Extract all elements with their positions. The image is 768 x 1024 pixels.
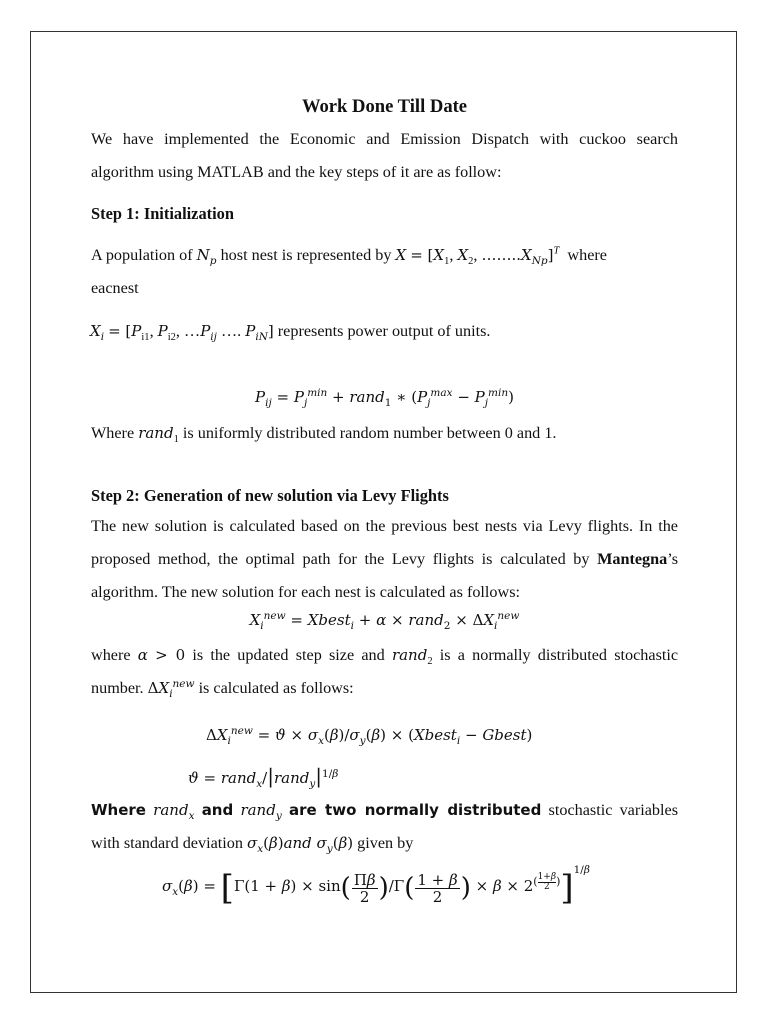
rand1-description: Where rand$_1$ is uniformly distributed random number between 0 and 1. [91,424,557,446]
step2-heading: Step 2: Generation of new solution via Levy Flights [91,486,449,505]
population-paragraph: A population of $N_p$ host nest is represented by $X = [X_1$, $X_2$, $\dots\dots..X_{Np}]^T$ where [91,245,607,268]
levy-paragraph: The new solution is calculated based on the previous best nests via Levy flights. In the proposed method, the optimal path for the Levy flights is calculated by Mantegna’s algorithm. The new solution for each nest is calculated as follows: [91,517,679,601]
xi-definition: $X_i = [P_{i1}$, $P_{i2}$, $\dots P_{ij}$ …. $P_{iN}$] represents power output of units. [90,322,491,344]
page-title: Work Done Till Date [301,96,468,117]
eacnest-text: eacnest [91,279,139,297]
pij-equation: $P_{ij} = P_j^{min}$ + rand$_1$ ∗ $(P_j^{max} - P_j^{min})$ [255,387,514,409]
xnew-equation: $X_i^{new}$ = Xbest$_i$ + α × rand$_2$ × $\Delta X_i^{new}$ [249,610,520,632]
sigma-equation: $\sigma_x(\beta) = [\Gamma(1 + \beta) \times \sin$( $\frac{\Pi\beta}{2}$ )/Γ( $\frac{1 + \beta}{2}$ ) × $\beta \times 2^{( \frac{1+\beta}{2} )}]^{1/\beta}$ [162,864,590,908]
variables-paragraph: Where rand$_x$ and rand$_y$ are two normally distributed stochastic variables with standard deviation $\sigma_x(\beta)and$ $\sigma_y(\beta)$ given by [91,801,679,855]
step1-heading: Step 1: Initialization [91,204,234,223]
step-size-paragraph: where α > 0 is the updated step size and rand$_2$ is a normally distributed stochastic number. $\Delta X_i^{new}$ is calculated as follows: [91,646,679,700]
theta-equation: $ϑ = rand_x/|rand_y|^{1/\beta}$ [188,764,339,790]
intro-paragraph: We have implemented the Economic and Emission Dispatch with cuckoo search algorithm using MATLAB and the key steps of it are as follow: [91,130,678,181]
delta-x-equation: $\Delta X_i^{new} = ϑ \times \sigma_x(\beta)/\sigma_y(\beta)$ × (Xbest$_i$ − Gbest) [206,725,533,747]
